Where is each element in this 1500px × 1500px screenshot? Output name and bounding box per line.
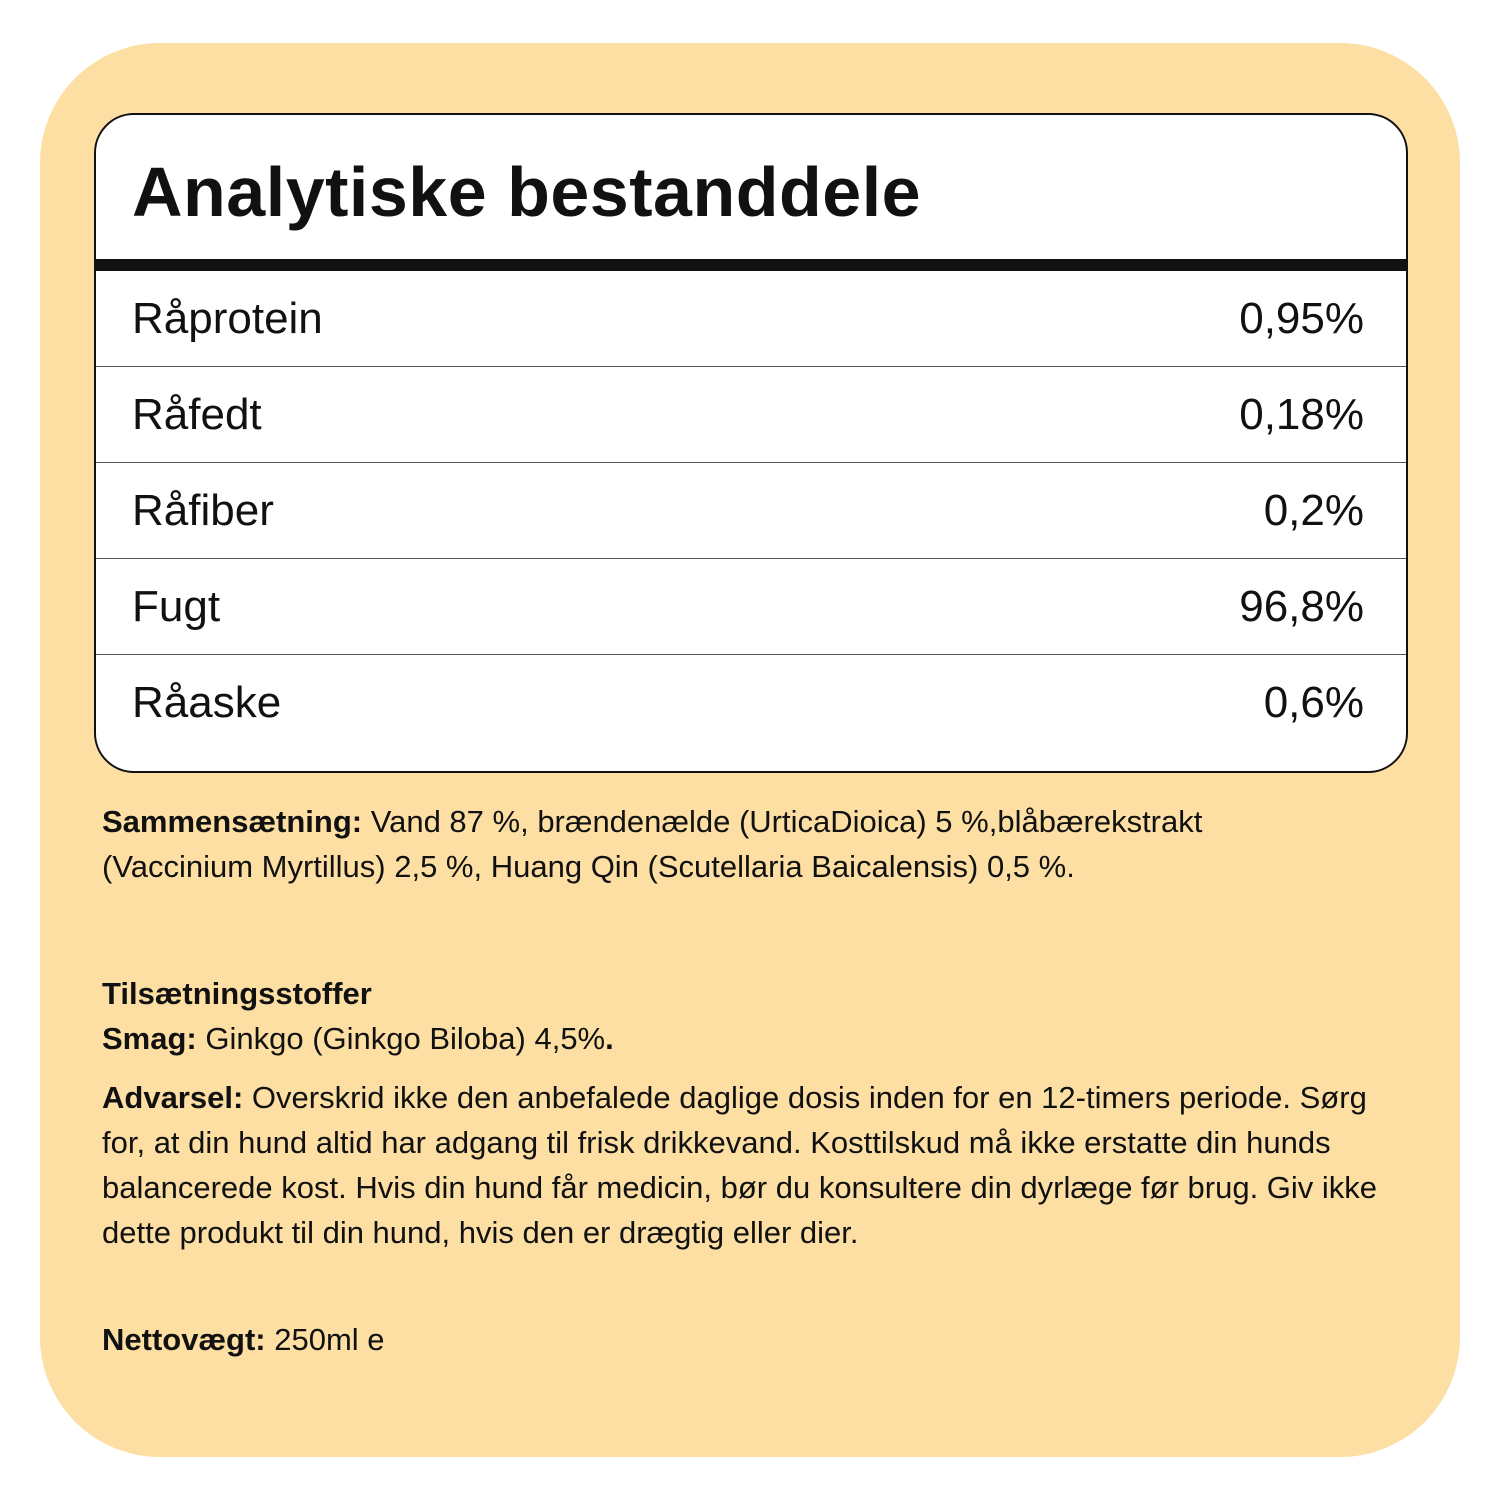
row-value: 0,18% — [1239, 389, 1364, 439]
row-value: 0,6% — [1263, 678, 1364, 727]
net-weight-heading: Nettovægt: — [102, 1322, 266, 1357]
row-value: 0,95% — [1239, 293, 1364, 343]
additives-paragraph — [102, 971, 1402, 1061]
net-weight-text: 250ml e — [265, 1322, 385, 1357]
additives-heading: Tilsætningsstoffer — [102, 976, 372, 1011]
net-weight-paragraph — [102, 1317, 1402, 1362]
warning-paragraph — [102, 1075, 1402, 1255]
table-rows — [96, 271, 1406, 751]
table-row — [96, 655, 1406, 751]
composition-heading: Sammensætning: — [102, 804, 363, 839]
label-card — [40, 43, 1460, 1457]
row-label: Råaske — [132, 678, 282, 727]
row-label: Råfiber — [132, 485, 274, 535]
row-label: Fugt — [132, 581, 221, 631]
analysis-table — [94, 113, 1408, 773]
flavor-text: Ginkgo (Ginkgo Biloba) 4,5% — [196, 1021, 606, 1056]
composition-text: Vand 87 %, brændenælde (UrticaDioica) 5 %,blåbærekstrakt (Vaccinium Myrtillus) 2,5 %, Huang Qin (Scutellaria Baicalensis) 0,5 %. — [102, 804, 1203, 884]
flavor-label: Smag: — [102, 1021, 197, 1056]
table-row — [96, 271, 1406, 367]
row-label: Råfedt — [132, 389, 262, 439]
title-divider — [96, 259, 1406, 271]
warning-text: Overskrid ikke den anbefalede daglige dosis inden for en 12-timers periode. Sørg for, at din hund altid har adgang til frisk drikkevand. Kosttilskud må ikke erstatte din hunds balancerede kost. Hvis din hund får medicin, bør du konsultere din dyrlæge før brug. Giv ikke dette produkt til din hund, hvis den er drægtig eller dier. — [102, 1080, 1378, 1250]
warning-heading: Advarsel: — [102, 1080, 244, 1115]
row-value: 96,8% — [1239, 581, 1364, 631]
table-row — [96, 367, 1406, 463]
table-title: Analytiske bestanddele — [132, 153, 922, 231]
row-label: Råprotein — [132, 293, 323, 343]
table-row — [96, 559, 1406, 655]
table-row — [96, 463, 1406, 559]
flavor-end: . — [605, 1021, 614, 1056]
composition-paragraph — [102, 799, 1232, 889]
row-value: 0,2% — [1263, 485, 1364, 535]
